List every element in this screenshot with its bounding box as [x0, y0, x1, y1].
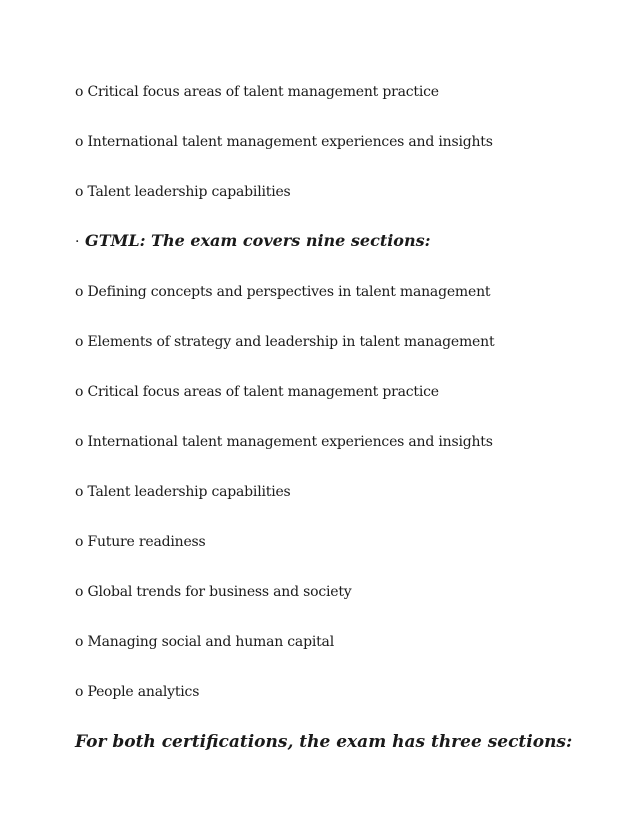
list-item: o Global trends for business and society: [75, 584, 352, 600]
section-heading-text: GTML: The exam covers nine sections:: [85, 231, 431, 250]
list-item: o Elements of strategy and leadership in talent management: [75, 334, 495, 350]
closing-heading: For both certifications, the exam has three sections:: [75, 732, 573, 752]
list-item: o Critical focus areas of talent management practice: [75, 84, 439, 100]
list-item: o Defining concepts and perspectives in talent management: [75, 284, 491, 300]
list-item: o International talent management experiences and insights: [75, 434, 493, 450]
list-item: o International talent management experiences and insights: [75, 134, 493, 150]
list-item: o People analytics: [75, 684, 200, 700]
list-item: o Talent leadership capabilities: [75, 184, 291, 200]
bullet-dot: ·: [75, 234, 80, 250]
section-heading-gtml: [75, 231, 431, 252]
list-item: o Talent leadership capabilities: [75, 484, 291, 500]
list-item: o Critical focus areas of talent management practice: [75, 384, 439, 400]
list-item: o Managing social and human capital: [75, 634, 334, 650]
list-item: o Future readiness: [75, 534, 206, 550]
